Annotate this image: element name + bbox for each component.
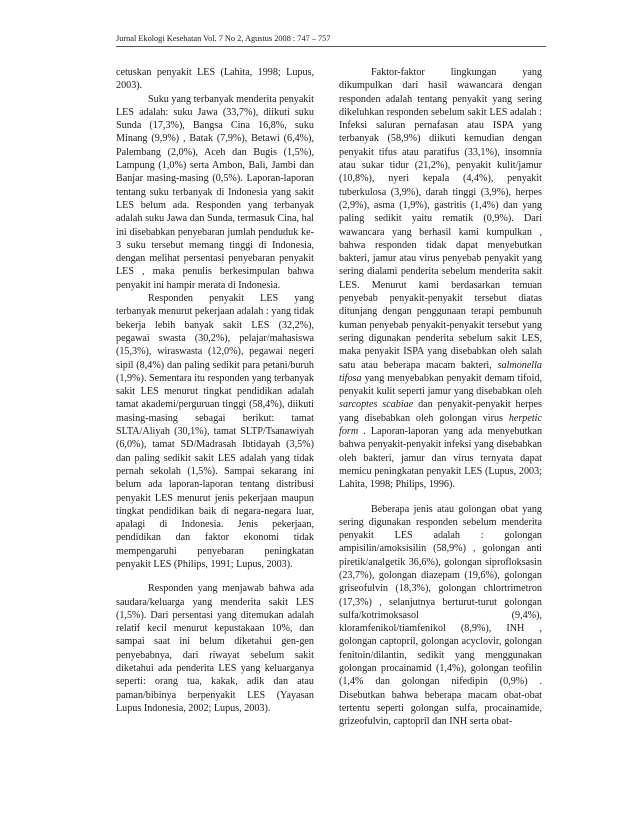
right-column [339, 66, 542, 729]
right-paragraph-1 [339, 66, 542, 492]
left-column [116, 66, 314, 715]
left-paragraph-2: Suku yang terbanyak menderita penyakit LES adalah: suku Jawa (33,7%), diikuti suku Sunda (17,3%), Bangsa Cina 16,8%, suku Minang (9,9%) , Batak (7,9%), Betawi (6,4%), Palembang (2,0%), Aceh dan Bugis (1,5%), Lampung (1,0%) serta Ambon, Bali, Jambi dan Banjar masing-masing (0,5%). Laporan-laporan tentang suku terbanyak di Indonesia yang sakit LES belum ada. Responden yang terbanyak adalah suku Jawa dan Sunda, termasuk Cina, hal ini disebabkan penyebaran jumlah penduduk ke-3 suku tersebut memang tinggi di Indonesia, dengan melihat persentasi penyebaran penyakit LES , maka penulis berkesimpulan bahwa penyakit ini hampir merata di Indonesia. [116, 93, 314, 291]
right-paragraph-1-part-g: . Laporan-laporan yang ada menyebutkan bahwa penyakit-penyakit infeksi yang disebabkan oleh bakteri, jamur dan virus ternyata dapat memicu peningkatan penyakit LES (Lupus, 2003; Lahita, 1998; Philips, 1996). [339, 426, 543, 491]
organism-name-salmonella: salmonella tifosa [339, 359, 542, 384]
right-paragraph-1-part-e: dan penyakit-penyakit herpes yang disebabkan oleh golongan virus [339, 399, 542, 424]
right-paragraph-2: Beberapa jenis atau golongan obat yang sering digunakan responden sebelum menderita penyakit LES adalah : golongan ampisilin/amoksisilin (58,9%) , golongan anti piretik/analgetik 36,6%), golongan siprofloksasin (23,7%), golongan diazepam (19,6%), golongan griseofulvin (18,3%), golongan chlortrimetron (17,3%) , selanjutnya berturut-turut golongan sulfa/kotrimoksasol (9,4%), kloramfenikol/tiamfenikol (8,9%), INH , golongan captopril, golongan acyclovir, golongan fenitoin/dilantin, sedikit yang menggunakan golongan procainamid (1,4%), golongan teofilin (1,4% dan golongan nifedipin (0,9%) . Disebutkan bahwa beberapa macam obat-obat tertentu seperti golongan sulfa, procainamide, grizeofulvin, captopril dan INH serta obat- [339, 503, 542, 728]
virus-name-herpetic: herpetic form [339, 412, 542, 438]
left-paragraph-3: Responden penyakit LES yang terbanyak menurut pekerjaan adalah : yang tidak bekerja lebih banyak sakit LES (32,2%), pegawai swasta (30,2%), pelajar/mahasiswa (15,3%), wiraswasta (12,0%), pegawai negeri sipil (8,4%) dan paling sedikit para petani/buruh (1,9%). Sementara itu responden yang terbanyak sakit LES menurut tingkat pendidikan adalah tamat akademi/perguruan tinggi (58,4%), diikuti masing-masing sebagai berikut: tamat SLTA/Aliyah (30,1%), tamat SLTP/Tsanawiyah (6,0%), tamat SD/Madrasah Ibtidayah (3,5%) dan paling sedikit sakit LES adalah yang tidak pernah sekolah (1,5%). Sampai sekarang ini belum ada laporan-laporan tentang distribusi penyakit LES menurut jenis pekerjaan maupun tingkat pendidikan baik di negara-negara luar, apalagi di Indonesia. Jenis pekerjaan, pendidikan dan faktor ekonomi tidak mempengaruhi penyebaran peningkatan penyakit LES (Philips, 1991; Lupus, 2003). [116, 293, 314, 570]
left-paragraph-1: cetuskan penyakit LES (Lahita, 1998; Lupus, 2003). [116, 67, 314, 92]
right-paragraph-1-part-c: yang menyebabkan penyakit demam tifoid, penyakit kulit seperti jamur yang disebabkan oleh [339, 372, 542, 398]
header-divider [116, 46, 546, 47]
organism-name-sarcoptes: sarcoptes scabiae [339, 399, 414, 411]
right-paragraph-1-part-a: Faktor-faktor lingkungan yang dikumpulkan dari hasil wawancara dengan responden adalah tentang penyakit yang sering dikeluhkan responden sebelum sakit LES adalah : Infeksi saluran pernafasan atau ISPA yang terbanyak (58,9%) diikuti kemudian dengan penyakit tifus atau paratifus (33,1%), insomnia atau sukar tidur (21,2%), penyakit kulit/jamur (10,8%), nyeri kepala (4,4%), penyakit tuberkulosa (3,9%), darah tinggi (3,9%), herpes (2,9%), asma (1,9%), gastritis (1,4%) dan yang paling sedikit yaitu rematik (0,9%). Dari wawancara yang berhasil kami kumpulkan , bahwa responden tidak dapat menyebutkan bakteri, jamur atau virus penyebab penyakit yang sering dialami penderita sebelum menderita sakit LES. Menurut kami berdasarkan temuan penyebab penyakit-penyakit tersebut diatas ditunjang dengan penggunaan terapi pembunuh kuman penyebab penyakit-penyakit tersebut yang sering digunakan penderita sebelum sakit LES, maka penyakit ISPA yang disebabkan oleh salah satu atau beberapa macam bakteri, [339, 67, 542, 371]
journal-header: Jurnal Ekologi Kesehatan Vol. 7 No 2, Agustus 2008 : 747 – 757 [116, 34, 331, 43]
left-paragraph-4: Responden yang menjawab bahwa ada saudara/keluarga yang menderita sakit LES (1,5%). Dari persentasi yang ditemukan adalah relatif kecil menurut kepustakaan 10%, dan sampai saat ini belum diketahui gen-gen penyebabnya, dari riwayat sebelum sakit diketahui ada penderita LES yang keluarganya seperti: orang tua, kakak, adik dan atau paman/bibinya berpenyakit LES (Yayasan Lupus Indonesia, 2002; Lupus, 2003). [116, 583, 314, 714]
